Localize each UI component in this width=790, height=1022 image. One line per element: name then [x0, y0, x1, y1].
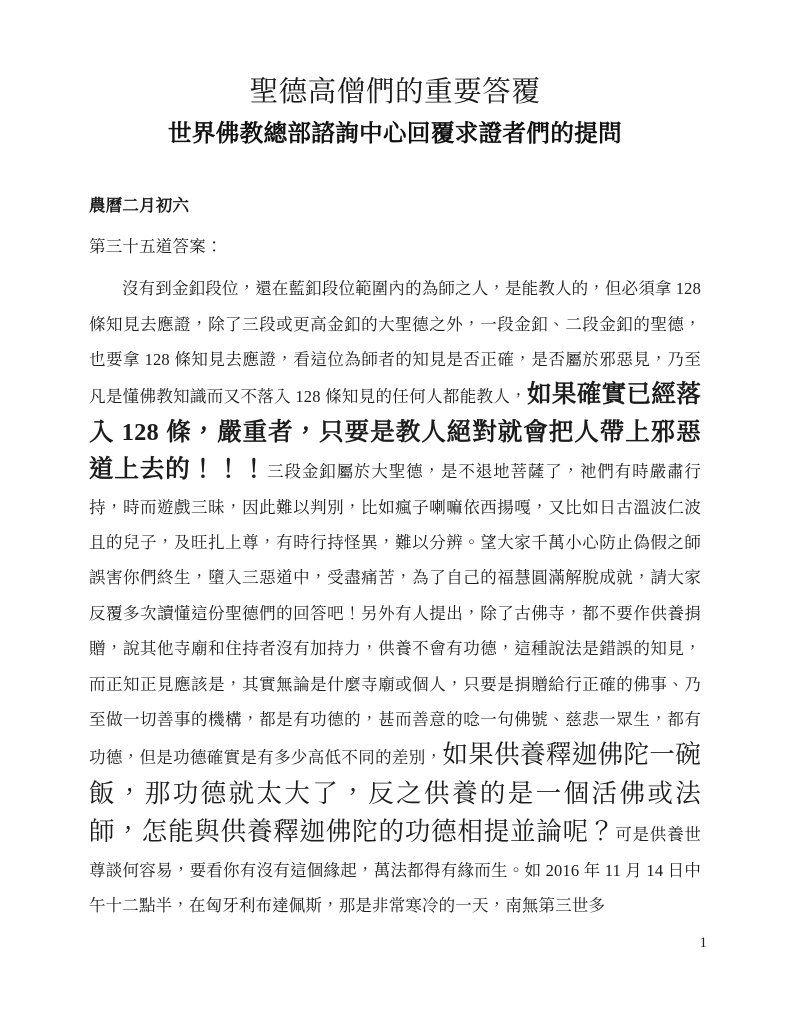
answer-number-label: 第三十五道答案：: [89, 236, 223, 256]
document-header: [0, 76, 790, 149]
answer-paragraph: [89, 271, 701, 923]
answer-segment-three: 可是供養世尊談何容易，要看你有沒有這個緣起，萬法都得有緣而生。如 2016 年 11 月 14 日中午十二點半，在匈牙利布達佩斯，那是非常寒冷的一天，南無第三世多: [89, 825, 701, 916]
answer-emphasis-one: 如果確實已經落入 128 條，嚴重者，只要是教人絕對就會把人帶上邪惡道上去的！！！: [89, 381, 701, 484]
answer-emphasis-two: 如果供養釋迦佛陀一碗飯，那功德就太大了，反之供養的是一個活佛或法師，怎能與供養釋迦佛陀的功德相提並論呢？: [89, 740, 701, 847]
document-body: [89, 193, 701, 923]
lunar-date-heading: 農曆二月初六: [89, 196, 190, 215]
answer-segment-one: 沒有到金釦段位，還在藍釦段位範圍內的為師之人，是能教人的，但必須拿 128 條知見去應證，除了三段或更高金釦的大聖德之外，一段金釦、二段金釦的聖德，也要拿 128 條知見去應證，看這位為師者的知見是否正確，是否屬於邪惡見，乃至凡是懂佛教知識而又不落入 128 條知見的任何人都能教人，: [89, 279, 701, 407]
answer-segment-two: 三段金釦屬於大聖德，是不退地菩薩了，祂們有時嚴肅行持，時而遊戲三昧，因此難以判別，比如瘋子喇嘛依西揚嘎，又比如日古溫波仁波且的兒子，及旺扎上尊，有時行持怪異，難以分辨。望大家千萬小心防止偽假之師誤害你們終生，墮入三惡道中，受盡痛苦，為了自己的福慧圓滿解脫成就，請大家反覆多次讀懂這份聖德們的回答吧！另外有人提出，除了古佛寺，都不要作供養捐贈，說其他寺廟和住持者沒有加持力，供養不會有功德，這種說法是錯誤的知見，而正知正見應該是，其實無論是什麼寺廟或個人，只要是捐贈給行正確的佛事、乃至做一切善事的機構，都是有功德的，甚而善意的唸一句佛號、慈悲一眾生，都有功德，但是功德確實是有多少高低不同的差別，: [89, 462, 701, 768]
page-title: 聖德高僧們的重要答覆: [249, 77, 541, 108]
page-subtitle: 世界佛教總部諮詢中心回覆求證者們的提問: [167, 120, 623, 147]
page-number: 1: [699, 935, 707, 951]
